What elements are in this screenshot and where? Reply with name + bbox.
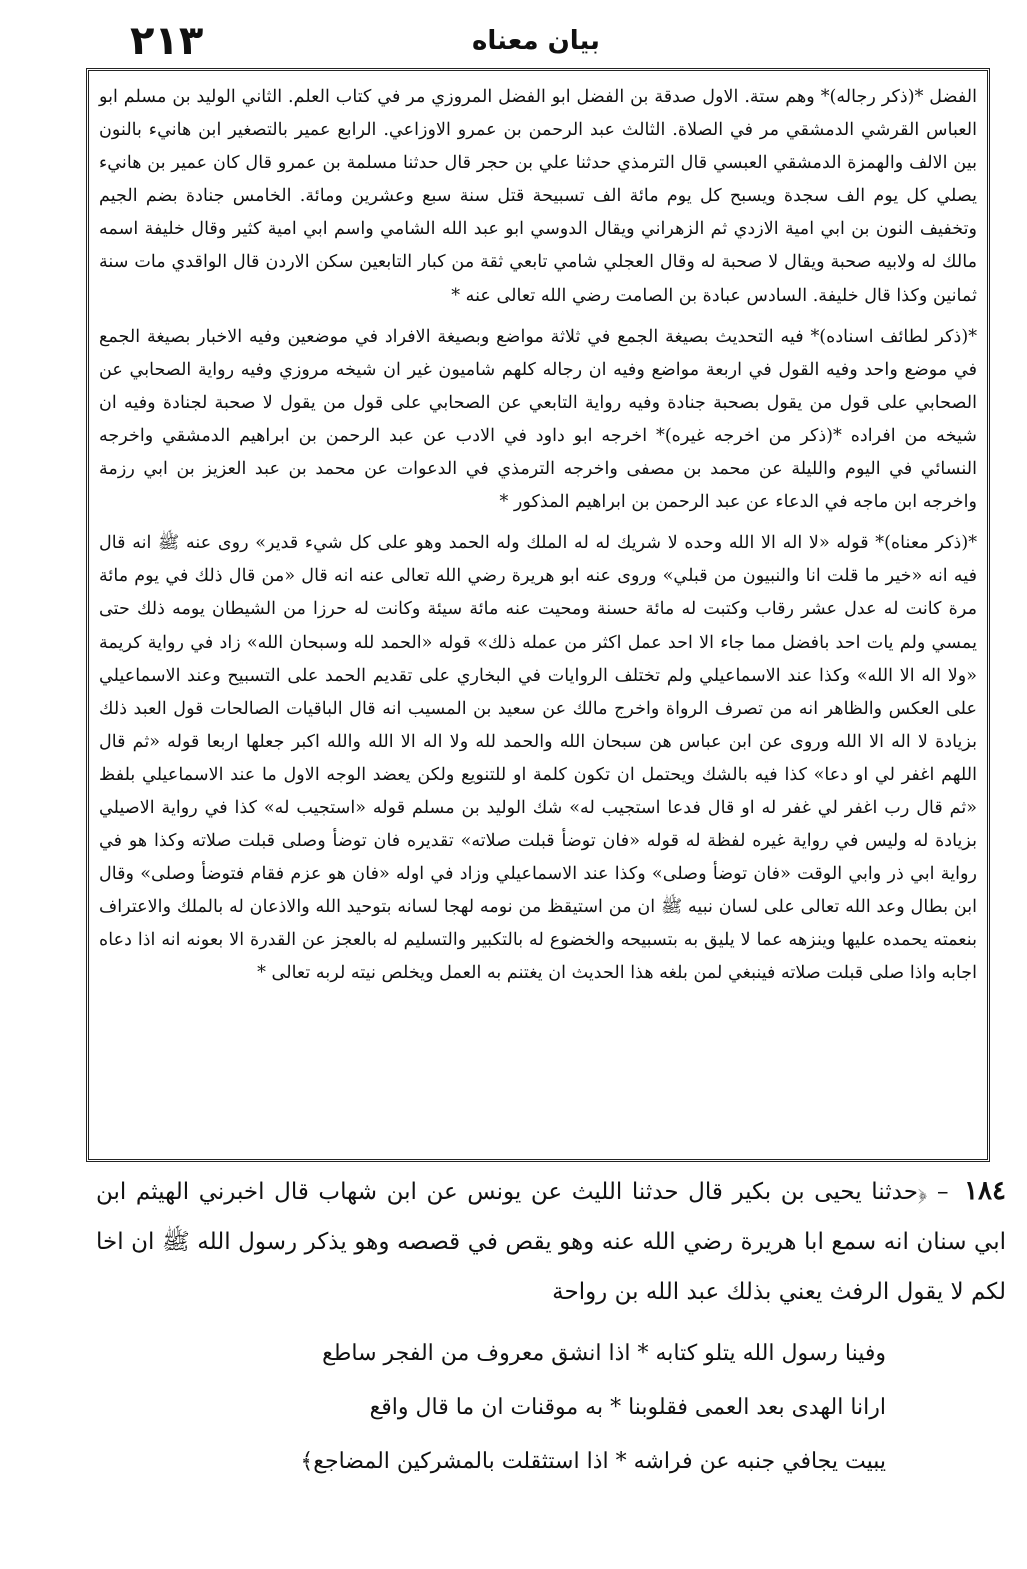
hadith-body: ﴿حدثنا يحيى بن بكير قال حدثنا الليث عن يونس عن ابن شهاب قال اخبرني الهيثم ابن ابي سنان انه سمع ابا هريرة رضي الله عنه وهو يقص في قصصه وهو يذكر رسول الله ﷺ ان اخا لكم لا يقول الرفث يعني بذلك عبد الله بن رواحة bbox=[96, 1179, 1006, 1305]
page-number: ۲۱۳ bbox=[130, 18, 204, 64]
commentary-paragraph: *(ذكر لطائف اسناده)* فيه التحديث بصيغة الجمع في ثلاثة مواضع وبصيغة الافراد في موضعين وفيه الاخبار بصيغة الجمع في موضع واحد وفيه القول في اربعة مواضع وفيه ان رجاله كلهم شاميون غير ان شيخه مروزي وفيه رواية الصحابي عن الصحابي على قول من يقول بصحبة جنادة وفيه رواية التابعي عن الصحابي على قول من يقول لا صحبة لجنادة وفيه ان شيخه من افراده *(ذكر من اخرجه غيره)* اخرجه ابو داود في الادب عن عبد الرحمن بن ابراهيم الدمشقي واخرجه النسائي في اليوم والليلة عن محمد بن مصفى واخرجه الترمذي في الدعوات عن محمد بن عبد العزيز بن ابي رزمة واخرجه ابن ماجه في الدعاء عن عبد الرحمن بن ابراهيم المذكور * bbox=[99, 326, 977, 513]
hadith-text: ١٨٤ – ﴿حدثنا يحيى بن بكير قال حدثنا الليث عن يونس عن ابن شهاب قال اخبرني الهيثم ابن ابي سنان انه سمع ابا هريرة رضي الله عنه وهو يقص في قصصه وهو يذكر رسول الله ﷺ ان اخا لكم لا يقول الرفث يعني بذلك عبد الله بن رواحة bbox=[96, 1176, 1006, 1305]
hadith-block bbox=[96, 1166, 1006, 1546]
poem-verse: يبيت يجافي جنبه عن فراشه * اذا استثقلت بالمشركين المضاجع﴾ bbox=[300, 1449, 886, 1474]
commentary-body bbox=[99, 81, 977, 1149]
page-header bbox=[86, 18, 986, 66]
hadith-number: ١٨٤ bbox=[964, 1176, 1006, 1206]
poem-verses bbox=[96, 1327, 1006, 1489]
commentary-paragraph: *(ذكر معناه)* قوله «لا اله الا الله وحده لا شريك له له الملك وله الحمد وهو على كل شيء قدير» روى عنه ﷺ انه قال فيه انه «خير ما قلت انا والنبيون من قبلي» وروى عنه ابو هريرة رضي الله تعالى عنه انه قال «من قال ذلك في يوم مائة مرة كانت له عدل عشر رقاب وكتبت له مائة حسنة ومحيت عنه مائة سيئة وكانت له حرزا من الشيطان يومه ذلك حتى يمسي ولم يات احد بافضل مما جاء الا احد عمل اكثر من عمله ذلك» قوله «الحمد لله وسبحان الله» زاد في رواية كريمة «ولا اله الا الله» وكذا عند الاسماعيلي ولم تختلف الروايات في البخاري على تقديم الحمد على التسبيح وعند الاسماعيلي على العكس والظاهر انه من تصرف الرواة واخرج مالك عن سعيد بن المسيب انه قال الباقيات الصالحات قول العبد ذلك بزيادة لا اله الا الله وروى عن ابن عباس هن سبحان الله والحمد لله ولا اله الا الله والله اكبر جعلها اربعا قوله «ثم قال اللهم اغفر لي او دعا» كذا فيه بالشك ويحتمل ان تكون كلمة او للتنويع ولكن يعضد الوجه الاول ما عند الاسماعيلي بلفظ «ثم قال رب اغفر لي غفر له او قال فدعا استجيب له» شك الوليد بن مسلم قوله «استجيب له» كذا في رواية الاصيلي بزيادة له وليس في رواية غيره لفظة له قوله «فان توضأ قبلت صلاته» تقديره فان توضأ وصلى قبلت صلاته وكذا هو في رواية ابي ذر وابي الوقت «فان توضأ وصلى» وكذا عند الاسماعيلي وزاد في اوله «فان هو عزم فقام فتوضأ وصلى» وقال ابن بطال وعد الله تعالى على لسان نبيه ﷺ ان من استيقظ من نومه لهجا لسانه بتوحيد الله والاذعان له بالملك والاعتراف بنعمته يحمده عليها وينزهه عما لا يليق به بتسبيحه والخضوع له بالتكبير والتسليم له بالعجز عن القدرة الا بعونه انه اذا دعاه اجابه واذا صلى قبلت صلاته فينبغي لمن بلغه هذا الحديث ان يغتنم به العمل ويخلص نيته لربه تعالى * bbox=[99, 533, 977, 984]
commentary-paragraph: الفضل *(ذكر رجاله)* وهم ستة. الاول صدقة بن الفضل ابو الفضل المروزي مر في كتاب العلم. الثاني الوليد بن مسلم ابو العباس القرشي الدمشقي مر في الصلاة. الثالث عبد الرحمن بن عمرو الاوزاعي. الرابع عمير بالتصغير ابن هانيء بالنون بين الالف والهمزة الدمشقي العبسي قال الترمذي حدثنا علي بن حجر قال حدثنا مسلمة بن عمرو قال كان عمير بن هانيء يصلي كل يوم الف سجدة ويسبح كل يوم مائة الف تسبيحة قتل سنة سبع وعشرين ومائة. الخامس جنادة بضم الجيم وتخفيف النون بن ابي امية الازدي ثم الزهراني ويقال الدوسي ابو عبد الله الشامي واسم ابي امية كثير وقال خليفة اسمه مالك له ولابيه صحبة ويقال لا صحبة له وقال العجلي شامي تابعي ثقة من كبار التابعين سكن الاردن قال الواقدي مات سنة ثمانين وكذا قال خليفة. السادس عبادة بن الصامت رضي الله تعالى عنه * bbox=[99, 87, 977, 306]
commentary-frame bbox=[86, 68, 990, 1162]
running-title: بیان معناه bbox=[472, 26, 600, 56]
poem-verse: ارانا الهدى بعد العمى فقلوبنا * به موقنات ان ما قال واقع bbox=[369, 1395, 886, 1420]
poem-verse: وفينا رسول الله يتلو كتابه * اذا انشق معروف من الفجر ساطع bbox=[322, 1341, 886, 1366]
